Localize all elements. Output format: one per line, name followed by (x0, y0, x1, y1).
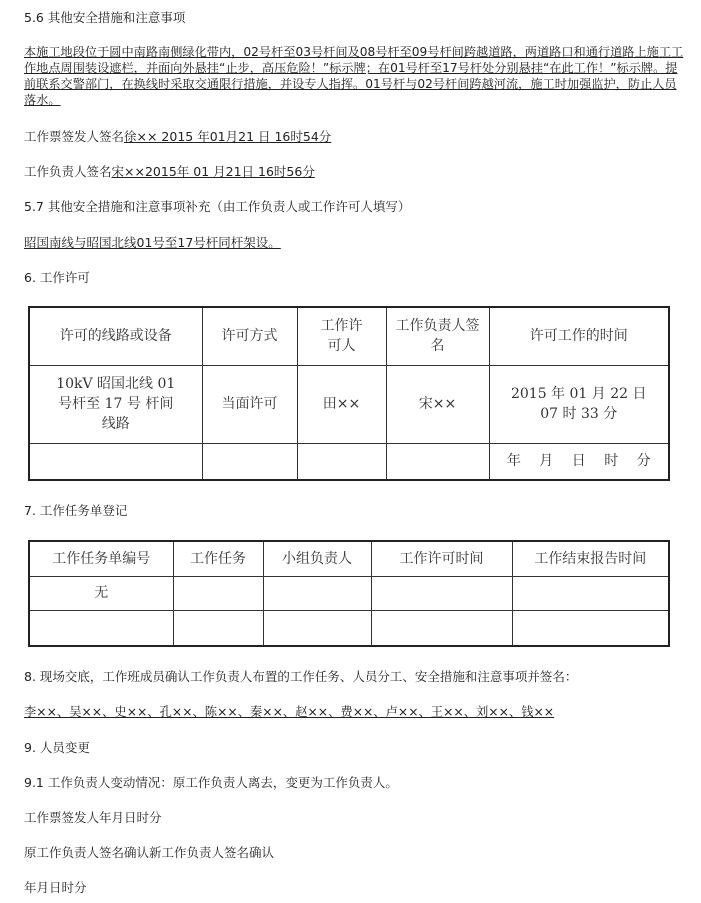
empty-cell (371, 576, 512, 610)
work-permit-table (28, 306, 670, 481)
header-end-report-time: 工作结束报告时间 (512, 541, 669, 576)
header-leader-signature: 工作负责人签名 (386, 307, 489, 365)
empty-cell (29, 443, 202, 480)
empty-cell (371, 610, 512, 646)
section-9-1-text: 9.1 工作负责人变动情况：原工作负责人离去，变更为工作负责人。 (24, 775, 398, 790)
section-8-heading: 8. 现场交底，工作班成员确认工作负责人布置的工作任务、人员分工、安全措施和注意事项并签名： (24, 669, 578, 684)
section-5-7-heading: 5.7 其他安全措施和注意事项补充（由工作负责人或工作许可人填写） (24, 199, 411, 214)
issuer-label: 工作票签发人签名 (24, 129, 125, 144)
issuer-datetime-line: 工作票签发人年月日时分 (24, 810, 162, 825)
permit-method-cell: 当面许可 (202, 365, 297, 443)
datetime-line: 年月日时分 (24, 880, 87, 895)
empty-cell (263, 576, 371, 610)
empty-cell (263, 610, 371, 646)
section-6-heading: 6. 工作许可 (24, 270, 90, 285)
section-5-7-content: 昭国南线与昭国北线01号至17号杆同杆架设。 (24, 235, 281, 250)
section-5-6-heading: 5.6 其他安全措施和注意事项 (24, 10, 186, 25)
header-task-number: 工作任务单编号 (29, 541, 173, 576)
task-sheet-table (28, 540, 670, 647)
empty-cell (512, 576, 669, 610)
empty-cell (173, 576, 263, 610)
header-permit-time: 许可工作的时间 (489, 307, 669, 365)
empty-cell (386, 443, 489, 480)
team-member-signatures: 李××、吴××、史××、孔××、陈××、秦××、赵××、费××、卢××、王××、刘××、钱×× (24, 705, 555, 719)
task-number-cell: 无 (29, 576, 173, 610)
header-task: 工作任务 (173, 541, 263, 576)
empty-cell (512, 610, 669, 646)
leader-signature-line (24, 162, 315, 180)
empty-cell (202, 443, 297, 480)
header-device: 许可的线路或设备 (29, 307, 202, 365)
empty-cell (29, 610, 173, 646)
permit-device-cell: 10kV 昭国北线 01 号杆至 17 号 杆间线路 (29, 365, 202, 443)
header-permit-time: 工作许可时间 (371, 541, 512, 576)
header-group-leader: 小组负责人 (263, 541, 371, 576)
leader-label: 工作负责人签名 (24, 164, 112, 179)
permit-time-cell: 2015 年 01 月 22 日 07 时 33 分 (489, 365, 669, 443)
blank-time-cell: 年 月 日 时 分 (489, 443, 669, 480)
empty-cell (173, 610, 263, 646)
issuer-signature-line (24, 127, 331, 145)
safety-measures-paragraph: 本施工地段位于圆中南路南侧绿化带内，02号杆至03号杆间及08号杆至09号杆间跨越道路，两道路口和通行道路上施工工作地点周围装设遮栏，并面向外悬挂“止步，高压危险！”标示牌；在01号杆至17号杆处分别悬挂“在此工作！”标示牌。提前联系交警部门，在换线时采取交通限行措施，并设专人指挥。01号杆与02号杆间跨越河流，施工时加强监护，防止人员落水。 (24, 45, 684, 107)
leader-confirm-line: 原工作负责人签名确认新工作负责人签名确认 (24, 845, 275, 860)
header-permitter: 工作许可人 (297, 307, 386, 365)
header-method: 许可方式 (202, 307, 297, 365)
section-9-heading: 9. 人员变更 (24, 740, 90, 755)
section-7-heading: 7. 工作任务单登记 (24, 503, 128, 518)
permitter-cell: 田×× (297, 365, 386, 443)
leader-cell: 宋×× (386, 365, 489, 443)
empty-cell (297, 443, 386, 480)
leader-value: 宋××2015年 01 月21日 16时56分 (111, 164, 315, 179)
issuer-value: 徐×× 2015 年01月21 日 16时54分 (124, 129, 332, 144)
